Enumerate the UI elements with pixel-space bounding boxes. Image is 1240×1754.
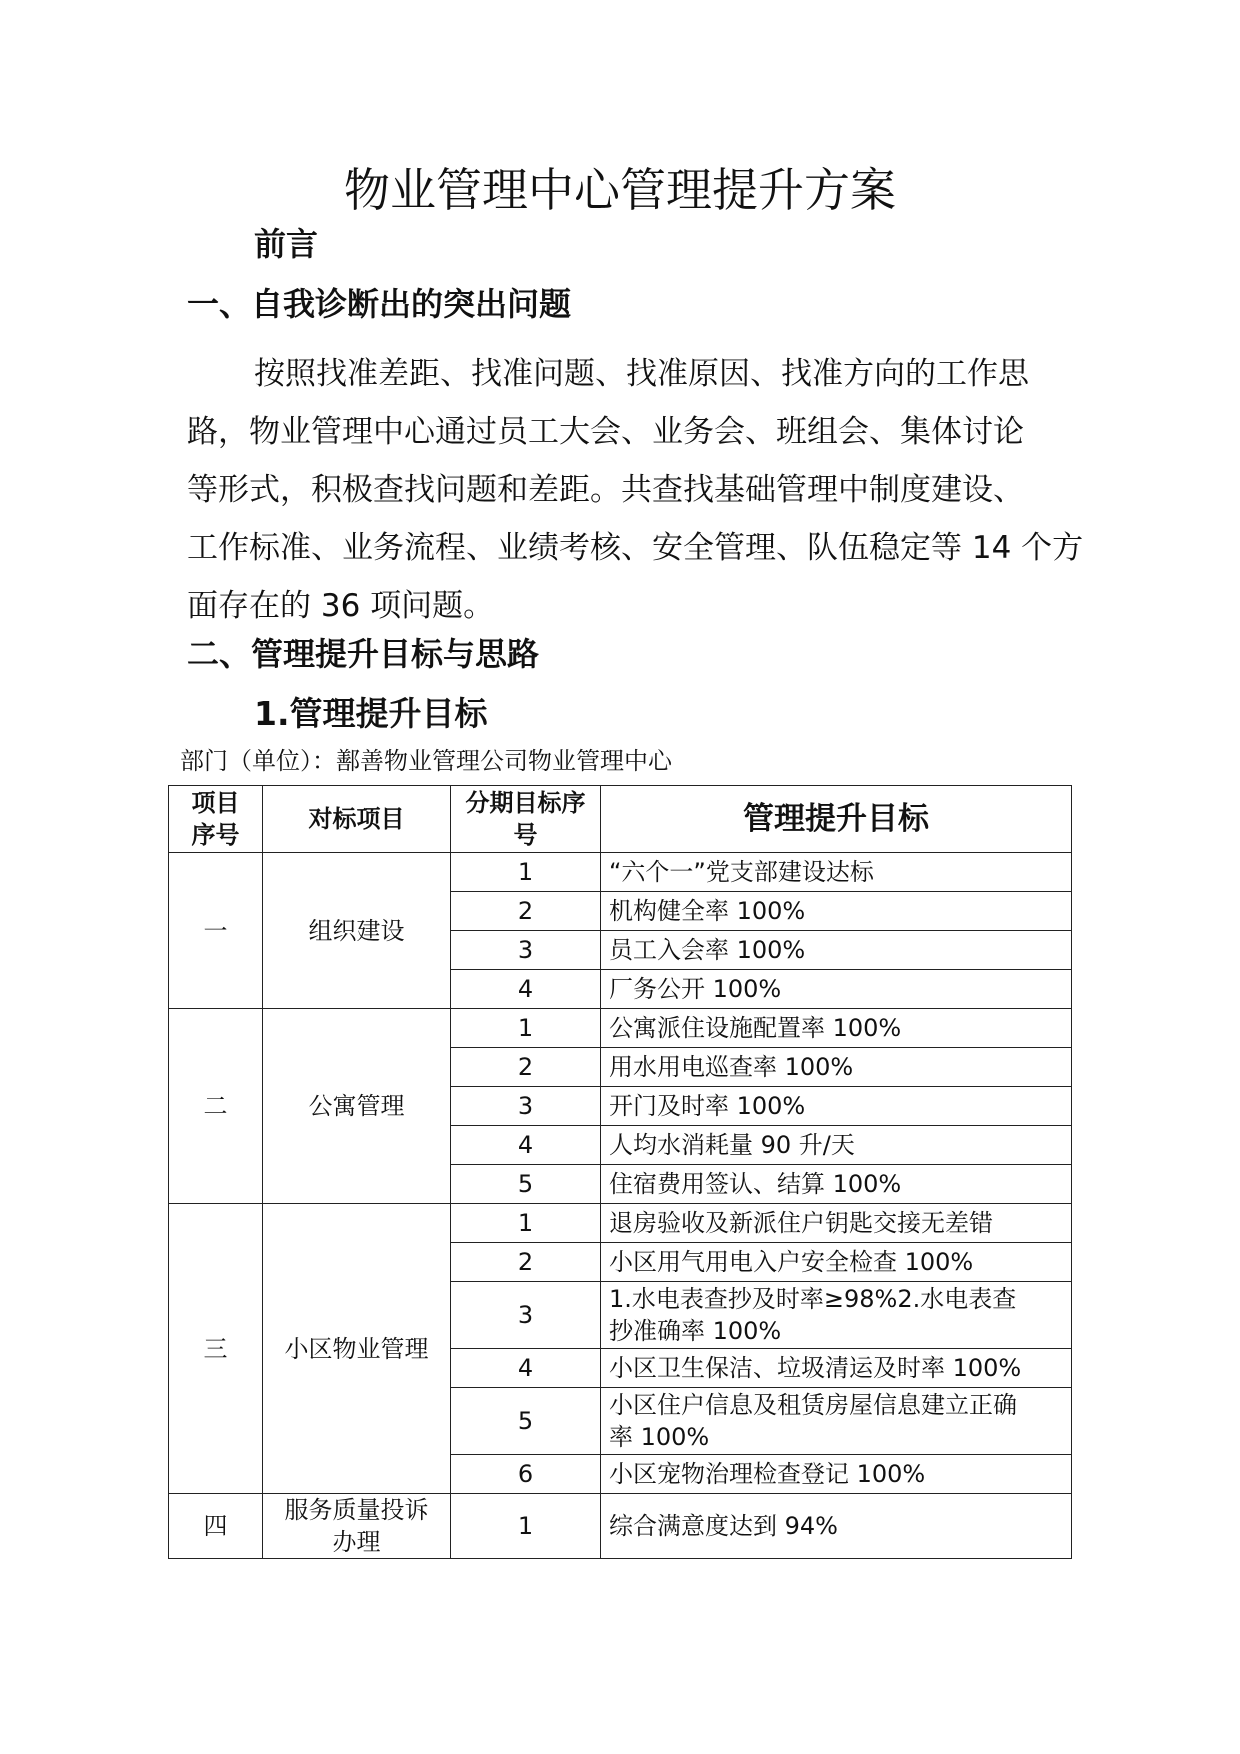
header-goal: 管理提升目标 [601,786,1072,853]
paragraph-line-4: 工作标准、业务流程、业绩考核、安全管理、队伍稳定等 14 个方 [187,530,1084,566]
subsection-heading: 1.管理提升目标 [254,694,488,733]
department-line: 部门（单位）：鄯善物业管理公司物业管理中心 [180,747,672,775]
goal-cell: 公寓派住设施配置率 100% [601,1009,1072,1048]
stage-no-cell: 1 [451,1009,601,1048]
item-no-cell: 二 [169,1009,263,1204]
paragraph-line-1: 按照找准差距、找准问题、找准原因、找准方向的工作思 [254,356,1029,392]
stage-no-cell: 1 [451,853,601,892]
goal-cell: 综合满意度达到 94% [601,1494,1072,1559]
goal-cell: 1.水电表查抄及时率≥98%2.水电表查 抄准确率 100% [601,1282,1072,1349]
stage-no-cell: 5 [451,1165,601,1204]
benchmark-cell: 服务质量投诉 办理 [263,1494,451,1559]
item-no-cell: 三 [169,1204,263,1494]
benchmark-cell: 小区物业管理 [263,1204,451,1494]
table-row [169,1494,1072,1559]
stage-no-cell: 4 [451,1349,601,1388]
stage-no-cell: 2 [451,892,601,931]
stage-no-cell: 5 [451,1388,601,1455]
paragraph-line-3: 等形式，积极查找问题和差距。共查找基础管理中制度建设、 [187,472,1024,508]
stage-no-cell: 1 [451,1204,601,1243]
stage-no-cell: 3 [451,1282,601,1349]
table-row [169,853,1072,892]
item-no-cell: 一 [169,853,263,1009]
stage-no-cell: 3 [451,931,601,970]
stage-no-cell: 2 [451,1048,601,1087]
table-row [169,1204,1072,1243]
item-no-cell: 四 [169,1494,263,1559]
goal-cell: 员工入会率 100% [601,931,1072,970]
header-benchmark: 对标项目 [263,786,451,853]
goal-cell: 小区卫生保洁、垃圾清运及时率 100% [601,1349,1072,1388]
paragraph-line-2: 路，物业管理中心通过员工大会、业务会、班组会、集体讨论 [187,414,1024,450]
goal-cell: “六个一”党支部建设达标 [601,853,1072,892]
stage-no-cell: 6 [451,1455,601,1494]
goals-table [168,785,1072,1559]
goal-cell: 小区住户信息及租赁房屋信息建立正确 率 100% [601,1388,1072,1455]
table-header-row [169,786,1072,853]
benchmark-cell: 公寓管理 [263,1009,451,1204]
section-1-heading: 一、自我诊断出的突出问题 [187,285,572,323]
goal-cell: 退房验收及新派住户钥匙交接无差错 [601,1204,1072,1243]
header-stage-no: 分期目标序 号 [451,786,601,853]
table-row [169,1009,1072,1048]
goal-cell: 小区用气用电入户安全检查 100% [601,1243,1072,1282]
goal-cell: 住宿费用签认、结算 100% [601,1165,1072,1204]
stage-no-cell: 3 [451,1087,601,1126]
goal-cell: 开门及时率 100% [601,1087,1072,1126]
stage-no-cell: 4 [451,970,601,1009]
paragraph-line-5: 面存在的 36 项问题。 [187,588,495,624]
benchmark-cell: 组织建设 [263,853,451,1009]
stage-no-cell: 1 [451,1494,601,1559]
stage-no-cell: 2 [451,1243,601,1282]
preface-heading: 前言 [254,225,319,263]
document-title: 物业管理中心管理提升方案 [344,163,896,217]
header-item-no: 项目 序号 [169,786,263,853]
goal-cell: 人均水消耗量 90 升/天 [601,1126,1072,1165]
goal-cell: 小区宠物治理检查登记 100% [601,1455,1072,1494]
section-2-heading: 二、管理提升目标与思路 [187,635,540,673]
goal-cell: 用水用电巡查率 100% [601,1048,1072,1087]
goal-cell: 机构健全率 100% [601,892,1072,931]
table-body [169,853,1072,1559]
goal-cell: 厂务公开 100% [601,970,1072,1009]
stage-no-cell: 4 [451,1126,601,1165]
